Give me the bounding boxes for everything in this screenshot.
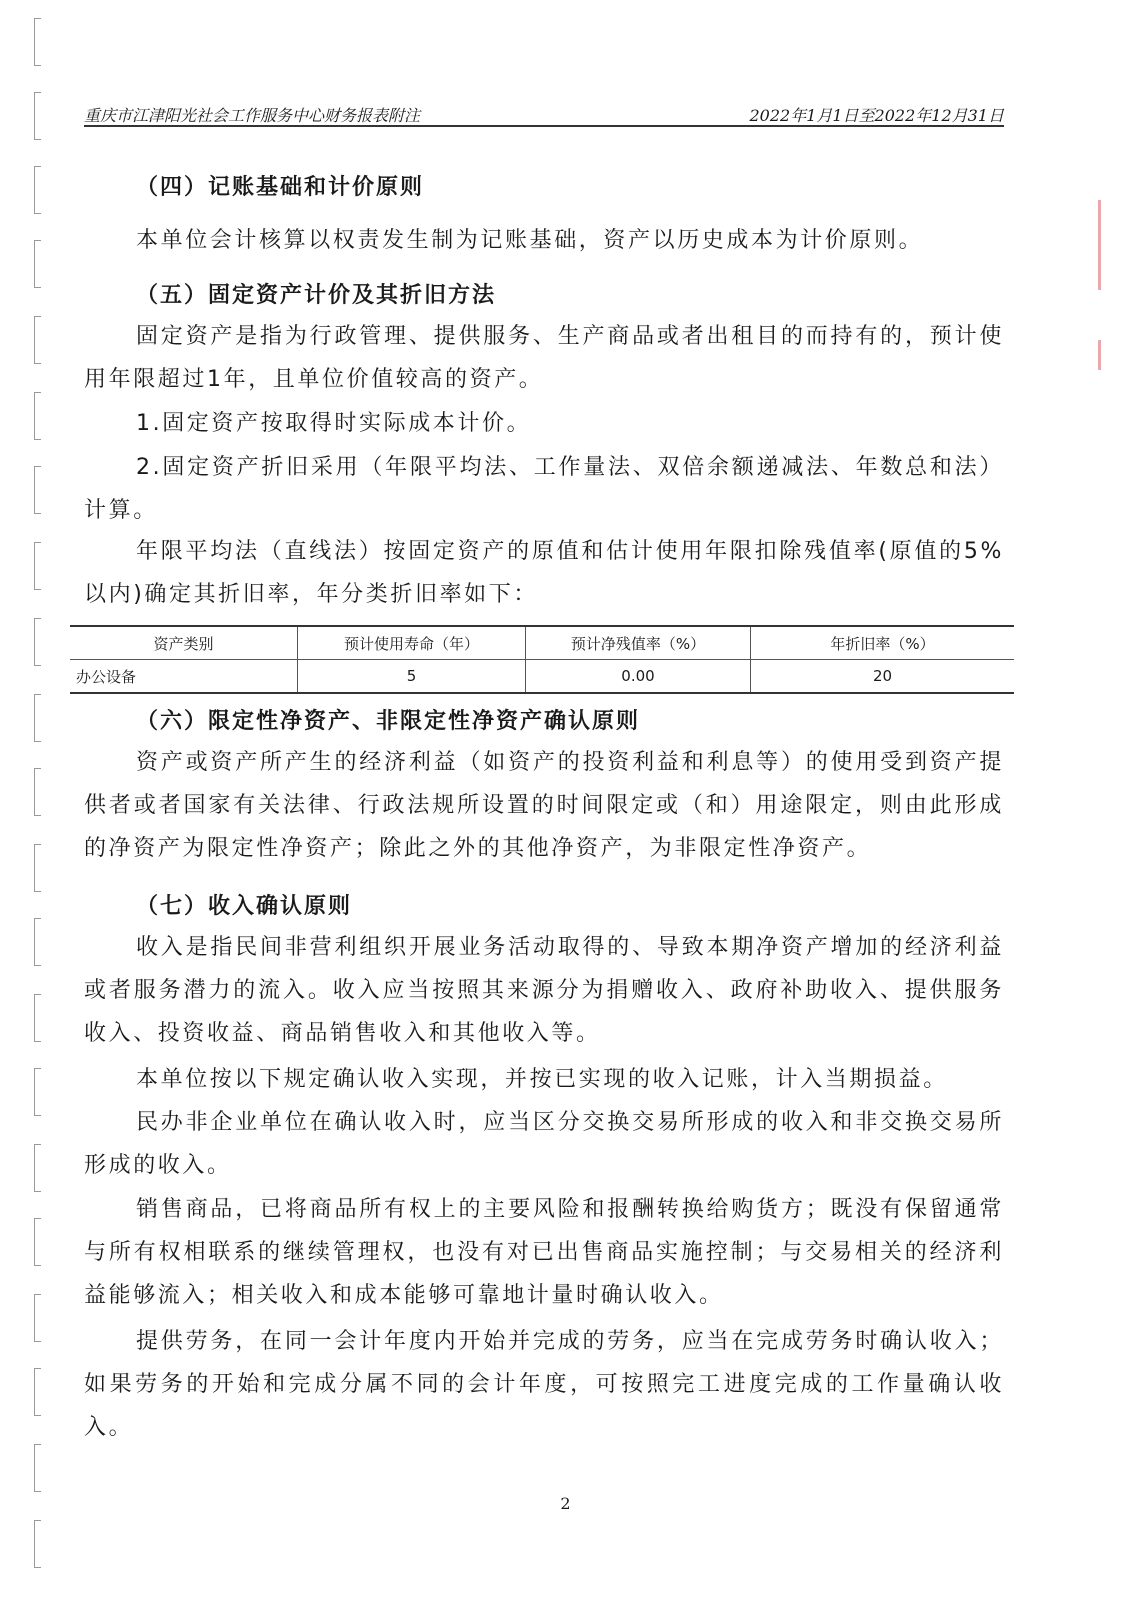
page-header bbox=[84, 99, 1004, 127]
table-header-cell: 年折旧率（%） bbox=[751, 626, 1015, 660]
section-5-paragraph-3: 2.固定资产折旧采用（年限平均法、工作量法、双倍余额递减法、年数总和法）计算。 bbox=[84, 455, 1004, 523]
stamp-edge bbox=[1098, 200, 1111, 290]
table-header-cell: 资产类别 bbox=[70, 626, 298, 660]
section-7-title: （七）收入确认原则 bbox=[136, 894, 353, 919]
section-4-paragraph: 本单位会计核算以权责发生制为记账基础，资产以历史成本为计价原则。 bbox=[136, 228, 924, 253]
section-7-paragraph-2: 本单位按以下规定确认收入实现，并按已实现的收入记账，计入当期损益。 bbox=[136, 1067, 948, 1092]
stamp-edge-lower bbox=[1098, 340, 1111, 370]
section-4-title: （四）记账基础和计价原则 bbox=[136, 175, 425, 200]
section-6-title: （六）限定性净资产、非限定性净资产确认原则 bbox=[136, 709, 641, 734]
header-period: 2022年1月1日至2022年12月31日 bbox=[749, 106, 1004, 125]
page-number: 2 bbox=[560, 1494, 571, 1513]
section-6-paragraph: 资产或资产所产生的经济利益（如资产的投资利益和利息等）的使用受到资产提供者或者国家有关法律、行政法规所设置的时间限定或（和）用途限定，则由此形成的净资产为限定性净资产；除此之外的其他净资产，为非限定性净资产。 bbox=[84, 750, 1004, 861]
section-7-paragraph-4: 销售商品，已将商品所有权上的主要风险和报酬转换给购货方；既没有保留通常与所有权相联系的继续管理权，也没有对已出售商品实施控制；与交易相关的经济利益能够流入；相关收入和成本能够可靠地计量时确认收入。 bbox=[84, 1197, 1004, 1308]
table-cell: 5 bbox=[298, 660, 526, 694]
section-5-paragraph-1: 固定资产是指为行政管理、提供服务、生产商品或者出租目的而持有的，预计使用年限超过1年，且单位价值较高的资产。 bbox=[84, 324, 1004, 392]
depreciation-table bbox=[70, 625, 1014, 694]
section-7-paragraph-5: 提供劳务，在同一会计年度内开始并完成的劳务，应当在完成劳务时确认收入；如果劳务的开始和完成分属不同的会计年度，可按照完工进度完成的工作量确认收入。 bbox=[84, 1329, 1004, 1440]
table-header-row bbox=[70, 626, 1014, 660]
section-7-paragraph-3: 民办非企业单位在确认收入时，应当区分交换交易所形成的收入和非交换交易所形成的收入。 bbox=[84, 1110, 1004, 1178]
section-5-title: （五）固定资产计价及其折旧方法 bbox=[136, 283, 497, 308]
table-cell: 办公设备 bbox=[70, 660, 298, 694]
table-cell: 0.00 bbox=[526, 660, 751, 694]
table-header-cell: 预计净残值率（%） bbox=[526, 626, 751, 660]
table-cell: 20 bbox=[872, 667, 893, 685]
binding-holes bbox=[30, 0, 46, 1600]
section-7-paragraph-1: 收入是指民间非营利组织开展业务活动取得的、导致本期净资产增加的经济利益或者服务潜力的流入。收入应当按照其来源分为捐赠收入、政府补助收入、提供服务收入、投资收益、商品销售收入和其他收入等。 bbox=[84, 935, 1004, 1046]
section-5-paragraph-4: 年限平均法（直线法）按固定资产的原值和估计使用年限扣除残值率(原值的5%以内)确定其折旧率，年分类折旧率如下： bbox=[84, 539, 1004, 607]
table-header-cell: 预计使用寿命（年） bbox=[298, 626, 526, 660]
table-row bbox=[70, 660, 1014, 694]
header-title: 重庆市江津阳光社会工作服务中心财务报表附注 bbox=[84, 106, 421, 125]
section-5-paragraph-2: 1.固定资产按取得时实际成本计价。 bbox=[136, 411, 532, 436]
